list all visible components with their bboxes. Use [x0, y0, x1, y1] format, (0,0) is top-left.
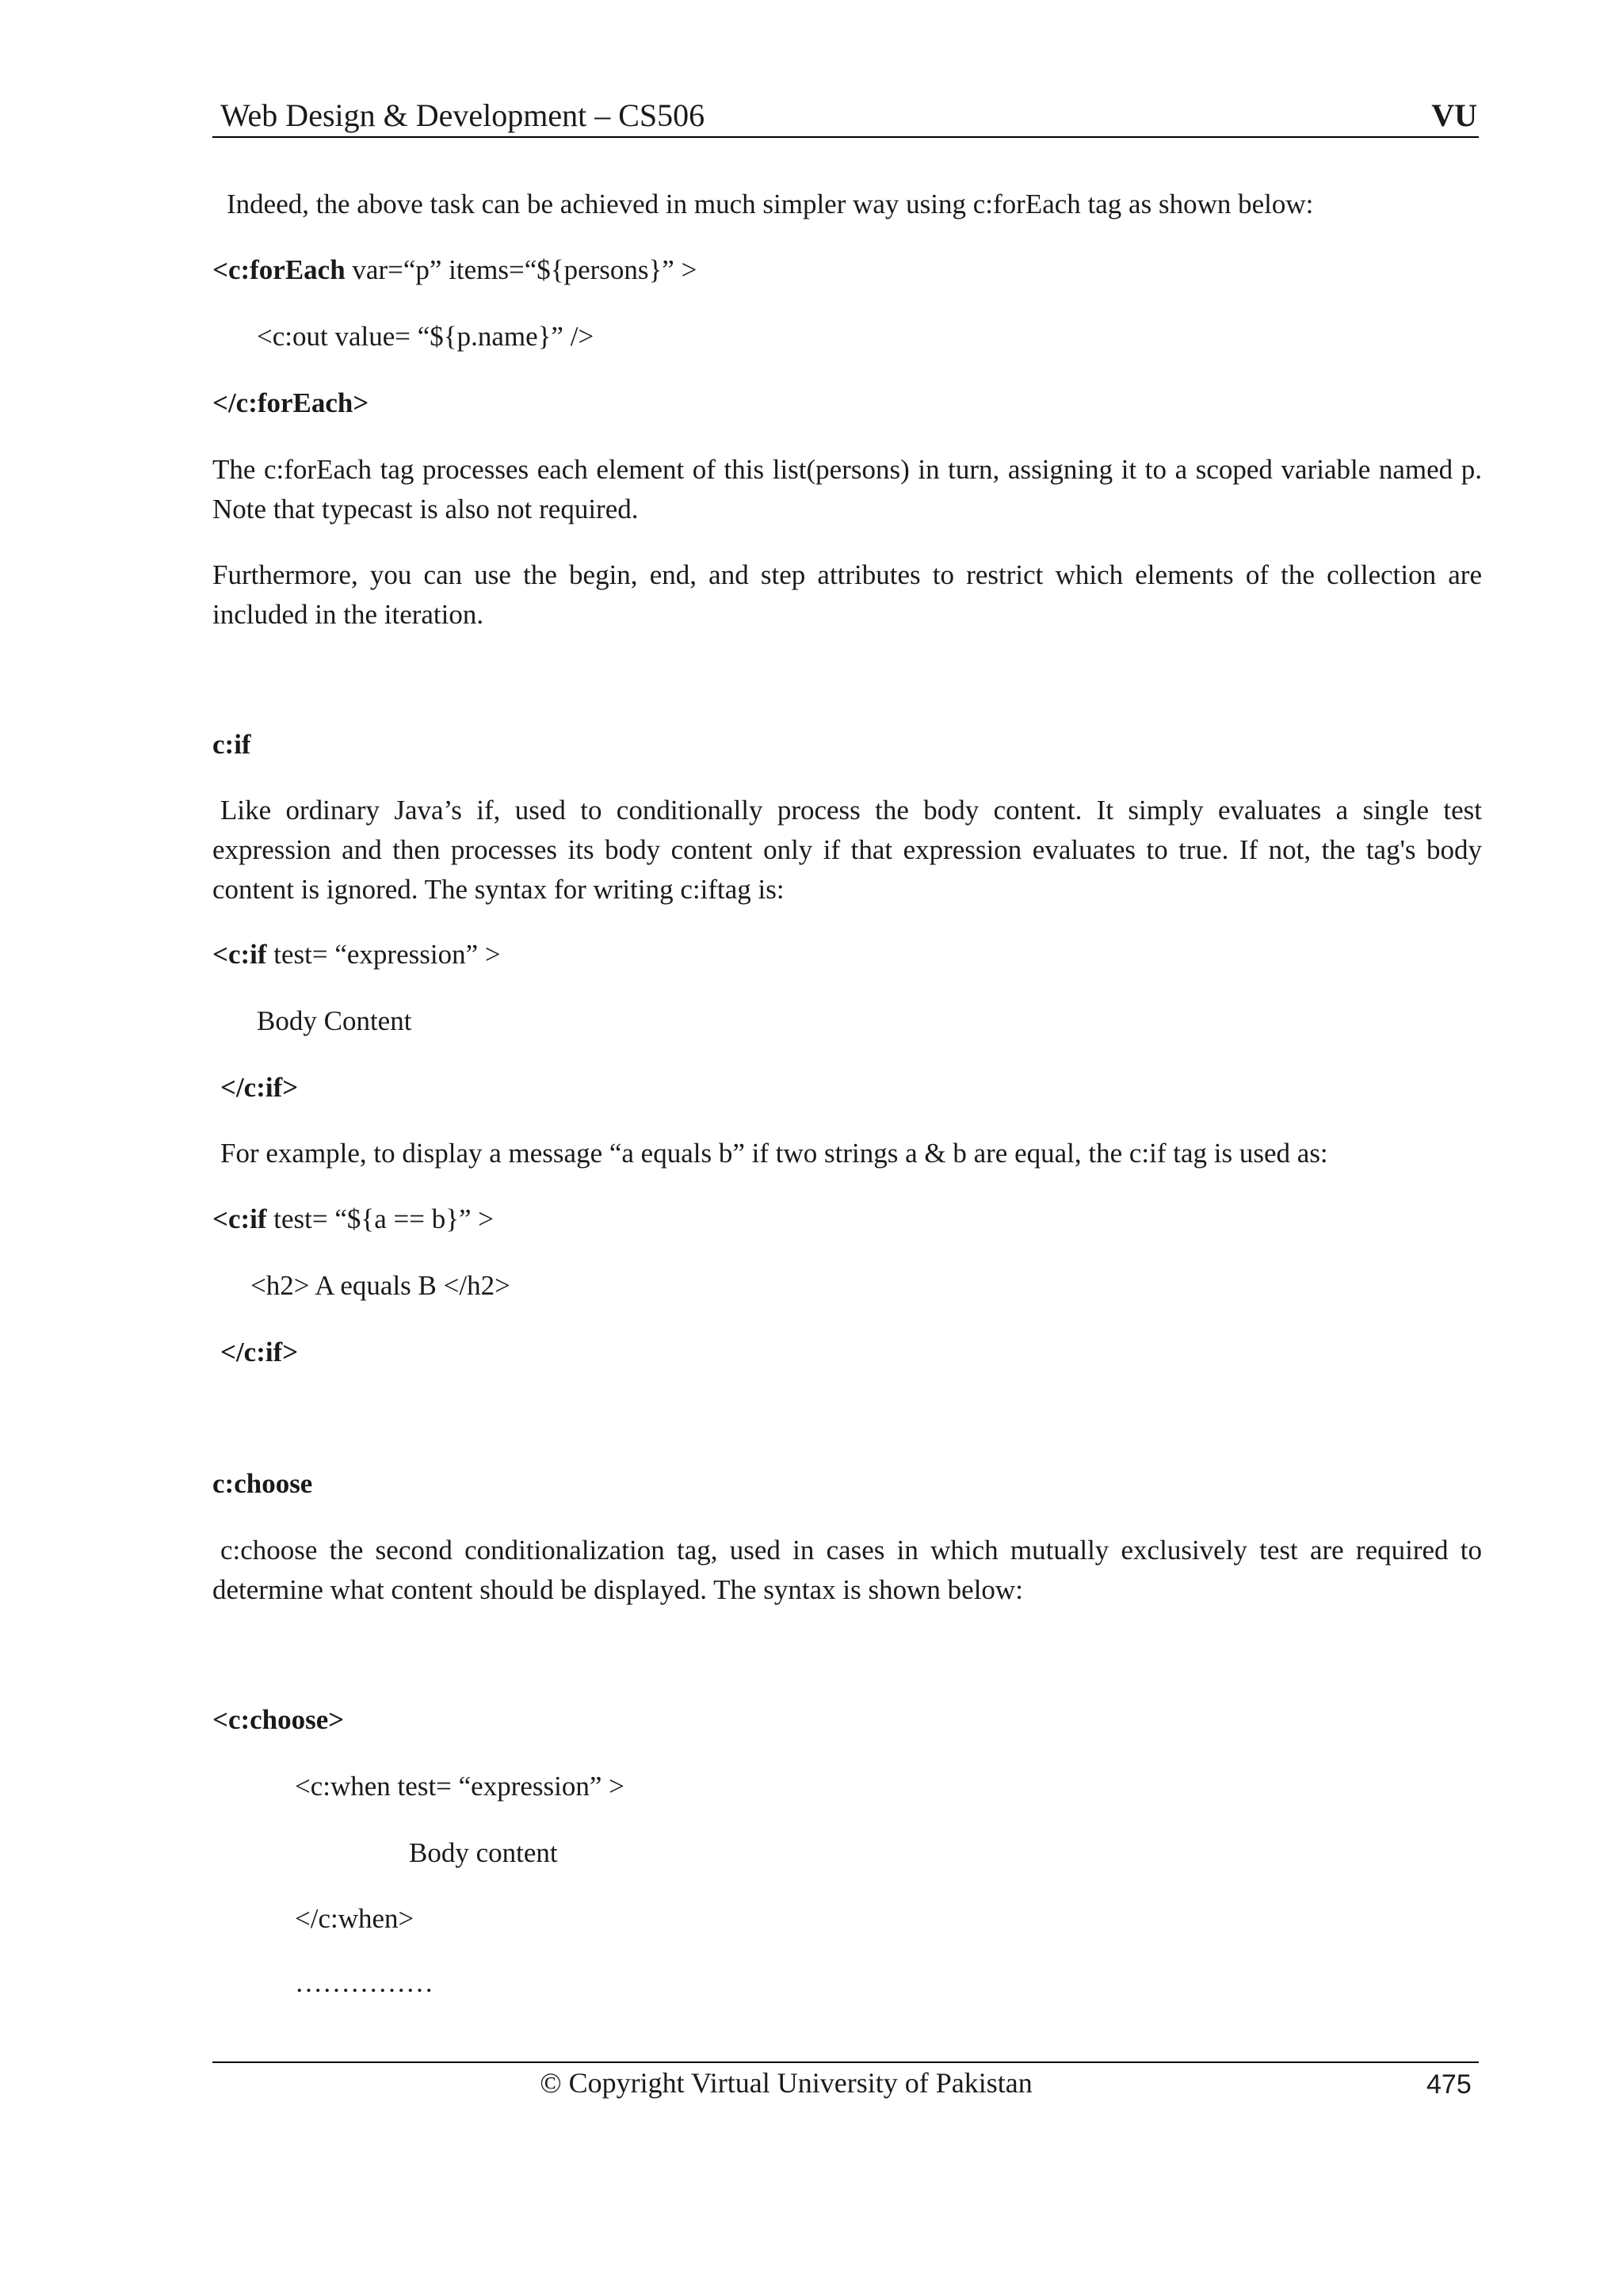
foreach-open-attrs: var=“p” items=“${persons}” >	[345, 254, 697, 285]
cif-example-open-attrs: test= “${a == b}” >	[266, 1203, 495, 1234]
cchoose-when-open: <c:when test= “expression” >	[295, 1771, 624, 1802]
foreach-open-line	[212, 250, 697, 290]
cchoose-desc-paragraph: c:choose the second conditionalization tag, used in cases in which mutually exclusively test are required to determine what content should be displayed. The syntax is shown below:	[212, 1535, 1482, 1605]
header-title: Web Design & Development – CS506	[220, 97, 705, 133]
cchoose-heading: c:choose	[212, 1468, 313, 1499]
cchoose-ellipsis: ……………	[295, 1967, 433, 1998]
foreach-close-tag: </c:forEach>	[212, 387, 369, 418]
foreach-inner-line: <c:out value= “${p.name}” />	[257, 321, 594, 352]
cif-syntax-open-line	[212, 935, 501, 974]
cchoose-open-tag: <c:choose>	[212, 1704, 345, 1735]
footer-copyright: © Copyright Virtual University of Pakistan	[540, 2067, 1033, 2099]
intro-paragraph: Indeed, the above task can be achieved in much simpler way using c:forEach tag as shown below:	[227, 189, 1314, 219]
cif-heading: c:if	[212, 729, 251, 760]
foreach-more-paragraph: Furthermore, you can use the begin, end, and step attributes to restrict which elements of the collection are included in the iteration.	[212, 559, 1482, 630]
header-vu-mark: VU	[1431, 97, 1477, 133]
cif-desc-paragraph: Like ordinary Java’s if, used to conditionally process the body content. It simply evaluates a single test expression and then processes its body content only if that expression evaluates to true. If not, the tag's body content is ignored. The syntax for writing c:iftag is:	[212, 795, 1482, 905]
cif-example-open-tag: <c:if	[212, 1203, 267, 1234]
cif-example-open-line	[212, 1199, 494, 1239]
foreach-open-tag: <c:forEach	[212, 254, 346, 285]
cif-syntax-open-attrs: test= “expression” >	[266, 939, 501, 970]
cchoose-when-close: </c:when>	[295, 1903, 414, 1934]
cif-syntax-body: Body Content	[257, 1005, 412, 1036]
cif-example-intro: For example, to display a message “a equals b” if two strings a & b are equal, the c:if tag is used as:	[220, 1138, 1328, 1169]
cchoose-body: Body content	[409, 1837, 558, 1868]
cif-syntax-open-tag: <c:if	[212, 939, 267, 970]
cif-syntax-close-tag: </c:if>	[220, 1072, 299, 1103]
cif-example-body: <h2> A equals B </h2>	[250, 1270, 510, 1301]
page-header	[212, 95, 1479, 138]
cif-example-close-tag: </c:if>	[220, 1337, 299, 1367]
page-number: 475	[1426, 2069, 1472, 2100]
foreach-explain-paragraph: The c:forEach tag processes each element of this list(persons) in turn, assigning it to a scoped variable named p. Note that typecast is also not required.	[212, 454, 1482, 524]
